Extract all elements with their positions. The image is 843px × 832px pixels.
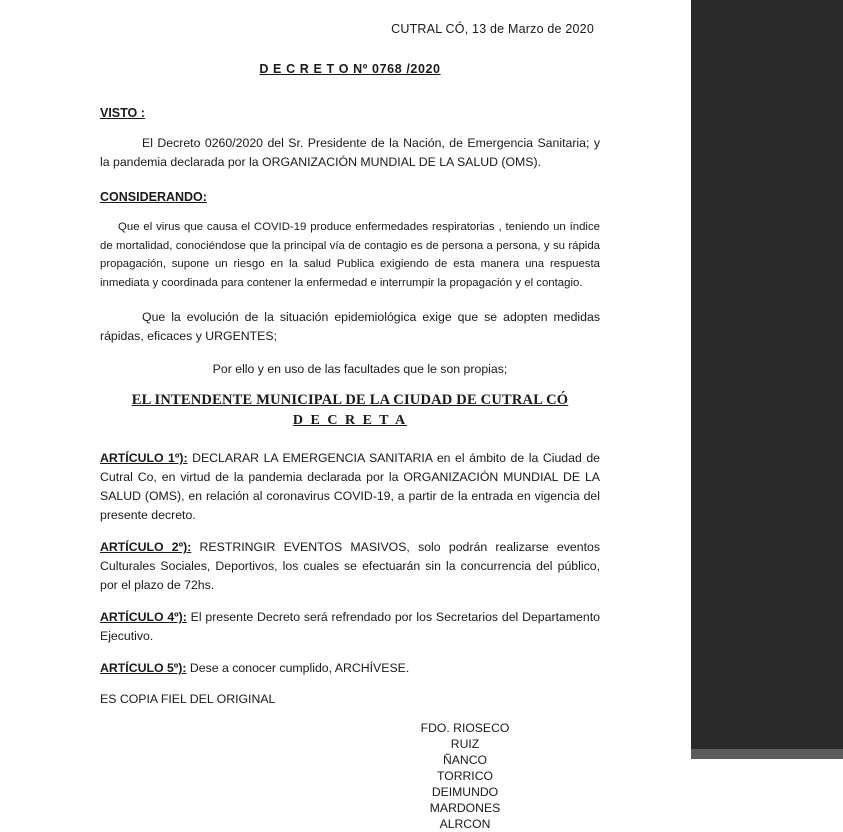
signature-line: FDO. RIOSECO	[420, 720, 510, 735]
considerando-paragraph-1: Que el virus que causa el COVID-19 produce enfermedades respiratorias , teniendo un índice de mortalidad, conociéndose que la principal vía de contagio es de persona a persona, y su rápida propagación, supone un riesgo en la salud Publica exigiendo de esta manera una respuesta inmediata y coordinada para contener la enfermedad e interrumpir la propagación y el contagio.	[100, 221, 600, 289]
article-5	[100, 659, 600, 678]
considerando-section	[100, 188, 600, 206]
article-1-head: ARTÍCULO 1º):	[100, 451, 188, 466]
article-4	[100, 608, 600, 646]
heading-decreta: D E C R E T A	[292, 413, 408, 429]
article-2-head: ARTÍCULO 2º):	[100, 540, 192, 555]
visto-text: El Decreto 0260/2020 del Sr. Presidente de la Nación, de Emergencia Sanitaria; y la pandemia declarada por la ORGANIZACIÓN MUNDIAL DE LA SALUD (OMS).	[100, 136, 600, 170]
signature-line: ÑANCO	[442, 752, 487, 767]
article-4-text: El presente Decreto será refrendado por los Secretarios del Departamento Ejecutivo.	[100, 610, 600, 644]
viewer-bottom-bar	[691, 749, 843, 759]
copia-fiel-text: ES COPIA FIEL DEL ORIGINAL	[100, 691, 276, 706]
por-ello-text: Por ello y en uso de las facultades que le son propias;	[212, 362, 508, 377]
article-2	[100, 538, 600, 595]
article-5-head: ARTÍCULO 5º):	[100, 661, 187, 676]
article-1-text: DECLARAR LA EMERGENCIA SANITARIA en el ámbito de la Ciudad de Cutral Co, en virtud de la pandemia declarada por la ORGANIZACIÓN MUNDIAL DE LA SALUD (OMS), en relación al coronavirus COVID-19, a partir de la entrada en vigencia del presente decreto.	[100, 451, 601, 523]
signature-line: DEIMUNDO	[431, 784, 499, 799]
dateline: CUTRAL CÓ, 13 de Marzo de 2020	[391, 22, 594, 36]
heading-intendente: EL INTENDENTE MUNICIPAL DE LA CIUDAD DE CUTRAL CÓ	[131, 392, 569, 409]
document-body	[100, 22, 600, 832]
signature-line: ALRCON	[439, 817, 491, 832]
visto-section	[100, 104, 600, 122]
article-5-text: Dese a conocer cumplido, ARCHÍVESE.	[186, 661, 410, 676]
signature-block	[100, 720, 600, 832]
signature-line: TORRICO	[437, 768, 493, 783]
considerando-paragraph-2: Que la evolución de la situación epidemiológica exige que se adopten medidas rápidas, eficaces y URGENTES;	[100, 309, 600, 344]
signature-line: RUIZ	[450, 736, 480, 751]
viewer-background-gutter	[691, 0, 843, 759]
signature-line: MARDONES	[429, 801, 501, 815]
article-2-text: RESTRINGIR EVENTOS MASIVOS, solo podrán realizarse eventos Culturales Sociales, Deportivos, los cuales se efectuarán sin la concurrencia del público, por el plazo de 72hs.	[100, 540, 601, 593]
visto-label: VISTO :	[100, 106, 145, 120]
document-title: D E C R E T O Nº 0768 /2020	[259, 62, 441, 76]
article-4-head: ARTÍCULO 4º):	[100, 610, 187, 625]
article-1	[100, 449, 600, 525]
considerando-label: CONSIDERANDO:	[100, 190, 207, 205]
